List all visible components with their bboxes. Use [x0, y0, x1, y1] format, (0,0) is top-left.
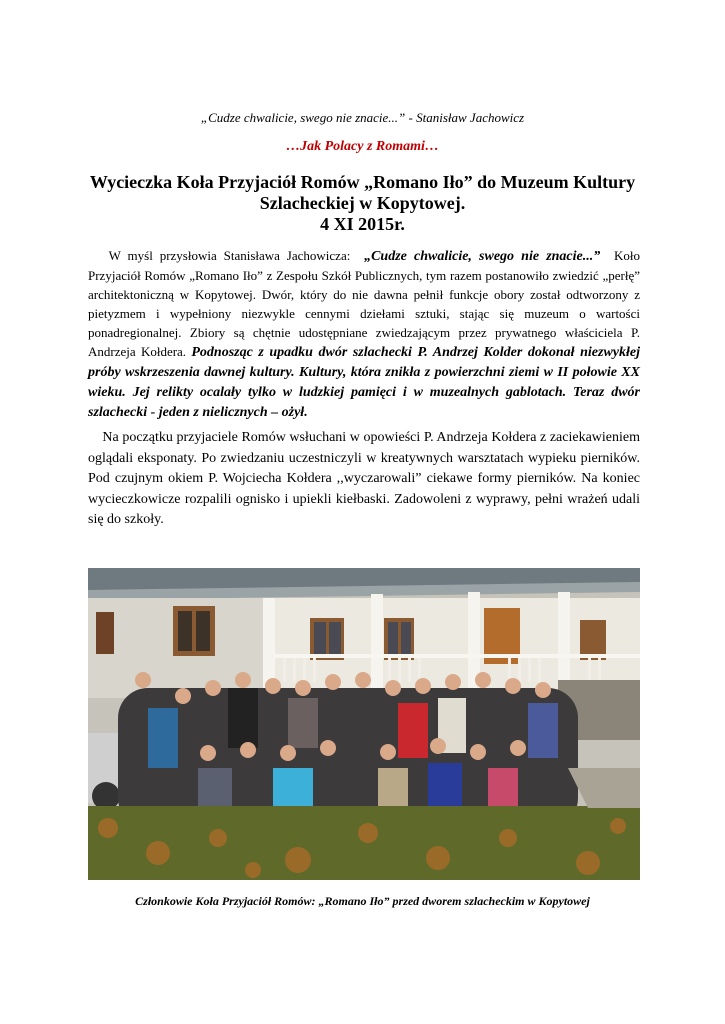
document-title — [60, 172, 665, 235]
paragraph-2 — [88, 428, 640, 531]
paragraph-1-emphasis: Podnosząc z upadku dwór szlachecki P. Andrzej Kolder dokonał niezwykłej próby wskrzeszenia dawnej kultury. Kultury, która znikła z powierzchni ziemi w II połowie XX wieku. Jej relikty ocalały tylko w ludzkiej pamięci i w muzealnych gablotach. Teraz dwór szlachecki - jeden z nielicznych – ożył. — [88, 345, 640, 420]
title-date: 4 XI 2015r. — [320, 214, 405, 234]
group-photo — [88, 568, 640, 880]
paragraph-1 — [88, 246, 640, 422]
paragraph-1-intro: W myśl przysłowia Stanisława Jachowicza: — [108, 248, 351, 263]
title-line-1: Wycieczka Koła Przyjaciół Romów „Romano Iło” do Muzeum Kultury — [89, 172, 636, 192]
epigraph: „Cudze chwalicie, swego nie znacie...” - Stanisław Jachowicz — [200, 110, 525, 125]
photo-caption: Członkowie Koła Przyjaciół Romów: „Romano Iło” przed dworem szlacheckim w Kopytowej — [135, 894, 590, 908]
proverb-quote: „Cudze chwalicie, swego nie znacie...” — [364, 249, 601, 264]
title-line-2: Szlacheckiej w Kopytowej. — [259, 193, 466, 213]
subtitle: …Jak Polacy z Romami… — [286, 139, 439, 154]
paragraph-1-body: Koło Przyjaciół Romów „Romano Iło” z Zespołu Szkół Publicznych, tym razem postanowiło zwiedzić „perłę” architektoniczną w Kopytowej. Dwór, który do nie dawna pełnił funkcje obory został odtworzony z pietyzmem i wypełniony niezwykle cennymi dziełami sztuki, stając się muzeum o wartości ponadregionalnej. Zbiory są chętnie udostępniane zwiedzającym przez prywatnego właściciela P. Andrzeja Kołdera. — [88, 248, 640, 359]
paragraph-2-text: Na początku przyjaciele Romów wsłuchani w opowieści P. Andrzeja Kołdera z zaciekawieniem oglądali eksponaty. Po zwiedzaniu uczestniczyli w kreatywnych warsztatach wypieku pierników. Pod czujnym okiem P. Wojciecha Kołdera ,,wyczarowali” ciekawe formy pierników. Na koniec wycieczkowicze rozpalili ognisko i upiekli kiełbaski. Zadowoleni z wyprawy, pełni wrażeń udali się do szkoły. — [88, 430, 640, 527]
